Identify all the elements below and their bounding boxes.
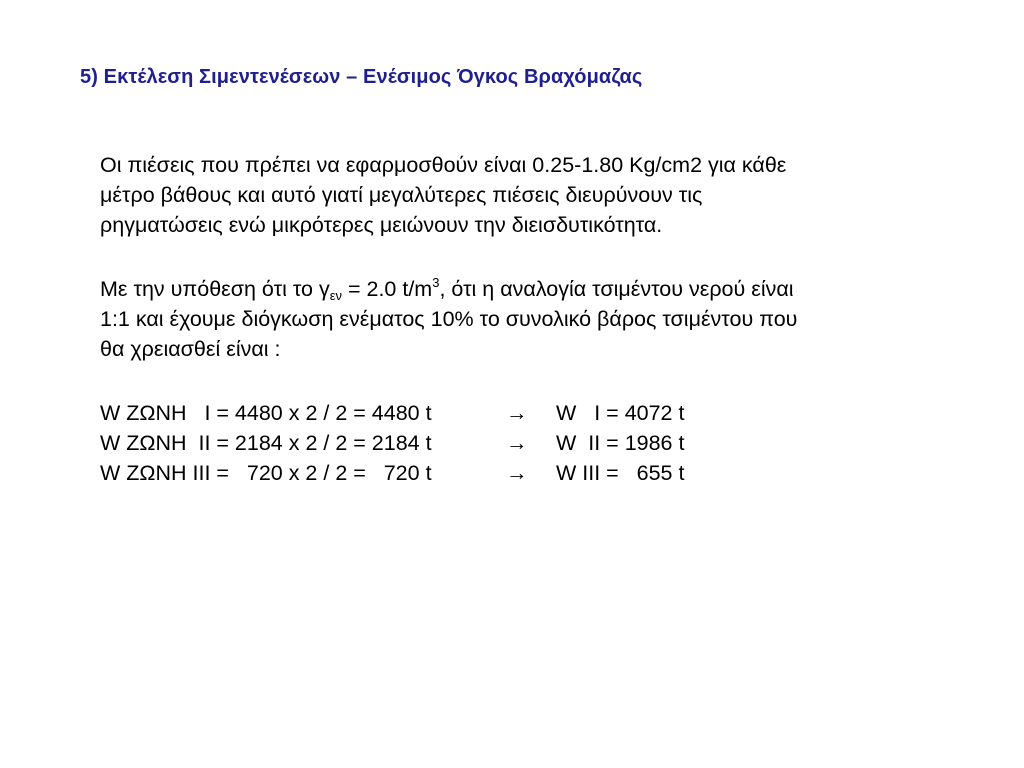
zone-row (100, 458, 950, 488)
paragraph-line: θα χρειασθεί είναι : (100, 337, 281, 361)
arrow-right-icon: → (506, 461, 528, 485)
zone-result: W III = 655 t (556, 461, 685, 485)
paragraph-line (100, 274, 950, 304)
text-fragment: , ότι η αναλογία τσιμέντου νερού είναι (439, 277, 794, 301)
zone-calculations (100, 398, 950, 488)
text-fragment: Με την υπόθεση ότι το γ (100, 277, 330, 301)
paragraph-assumptions (100, 274, 950, 364)
text-fragment: = 2.0 t/m (342, 277, 433, 301)
paragraph-line: 1:1 και έχουμε διόγκωση ενέματος 10% το συνολικό βάρος τσιμέντου που (100, 307, 798, 331)
slide-title: 5) Εκτέλεση Σιμεντενέσεων – Ενέσιμος Όγκος Βραχόμαζας (80, 66, 643, 88)
zone-formula: W ΖΩΝΗ II = 2184 x 2 / 2 = 2184 t (100, 431, 432, 455)
superscript: 3 (432, 275, 440, 290)
zone-result: W I = 4072 t (556, 401, 685, 425)
zone-result: W II = 1986 t (556, 431, 685, 455)
subscript: εν (329, 288, 342, 303)
paragraph-line: μέτρο βάθους και αυτό γιατί μεγαλύτερες πιέσεις διευρύνουν τις (100, 183, 703, 207)
zone-row (100, 428, 950, 458)
paragraph-line: Οι πιέσεις που πρέπει να εφαρμοσθούν είναι 0.25-1.80 Kg/cm2 για κάθε (100, 153, 787, 177)
zone-formula: W ΖΩΝΗ I = 4480 x 2 / 2 = 4480 t (100, 401, 432, 425)
zone-formula: W ΖΩΝΗ III = 720 x 2 / 2 = 720 t (100, 461, 432, 485)
paragraph-line: ρηγματώσεις ενώ μικρότερες μειώνουν την διεισδυτικότητα. (100, 213, 663, 237)
arrow-right-icon: → (506, 431, 528, 455)
zone-row (100, 398, 950, 428)
arrow-right-icon: → (506, 401, 528, 425)
paragraph-grouting-pressures (100, 150, 950, 240)
